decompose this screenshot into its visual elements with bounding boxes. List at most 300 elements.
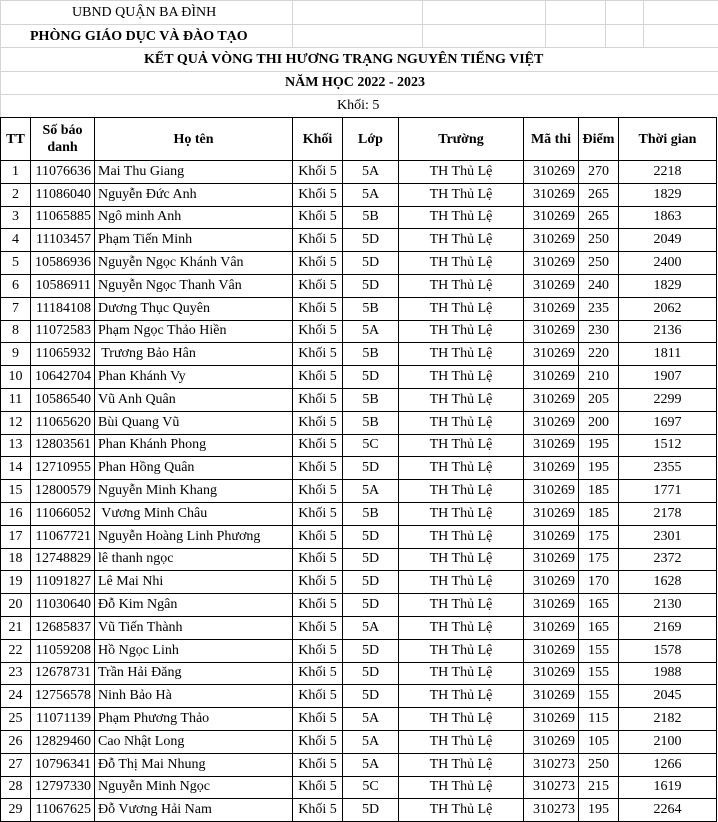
cell-time: 1988 [619, 662, 717, 685]
cell-score: 235 [579, 297, 619, 320]
cell-exam-code: 310269 [524, 274, 579, 297]
cell-school: TH Thủ Lệ [399, 662, 524, 685]
cell-index: 5 [1, 252, 31, 275]
cell-school: TH Thủ Lệ [399, 548, 524, 571]
table-row [1, 388, 717, 411]
cell-index: 14 [1, 457, 31, 480]
grid-line [0, 47, 718, 48]
cell-exam-code: 310269 [524, 502, 579, 525]
cell-school: TH Thủ Lệ [399, 206, 524, 229]
cell-exam-code: 310269 [524, 594, 579, 617]
cell-school: TH Thủ Lệ [399, 594, 524, 617]
cell-index: 22 [1, 639, 31, 662]
cell-time: 1628 [619, 571, 717, 594]
cell-class: 5A [343, 708, 399, 731]
cell-full-name: Nguyễn Minh Khang [95, 480, 293, 503]
cell-class: 5B [343, 206, 399, 229]
cell-index: 24 [1, 685, 31, 708]
table-body [1, 161, 717, 822]
cell-candidate-number: 12678731 [31, 662, 95, 685]
table-row [1, 161, 717, 184]
cell-full-name: Đỗ Vương Hải Nam [95, 799, 293, 822]
table-row [1, 776, 717, 799]
cell-grade: Khối 5 [293, 161, 343, 184]
cell-time: 1619 [619, 776, 717, 799]
cell-score: 270 [579, 161, 619, 184]
grid-line [292, 0, 293, 47]
cell-class: 5A [343, 480, 399, 503]
table-row [1, 434, 717, 457]
cell-exam-code: 310269 [524, 730, 579, 753]
cell-index: 15 [1, 480, 31, 503]
table-row [1, 662, 717, 685]
cell-exam-code: 310269 [524, 571, 579, 594]
cell-time: 1907 [619, 366, 717, 389]
cell-exam-code: 310269 [524, 388, 579, 411]
cell-class: 5A [343, 730, 399, 753]
cell-candidate-number: 11067625 [31, 799, 95, 822]
cell-time: 2130 [619, 594, 717, 617]
cell-index: 6 [1, 274, 31, 297]
cell-exam-code: 310269 [524, 480, 579, 503]
table-row [1, 502, 717, 525]
cell-index: 11 [1, 388, 31, 411]
cell-score: 155 [579, 662, 619, 685]
school-year: NĂM HỌC 2022 - 2023 [285, 75, 425, 90]
cell-full-name: Vũ Tiến Thành [95, 616, 293, 639]
cell-index: 17 [1, 525, 31, 548]
cell-grade: Khối 5 [293, 206, 343, 229]
cell-exam-code: 310269 [524, 183, 579, 206]
grid-line [0, 24, 718, 25]
cell-full-name: Đỗ Kim Ngân [95, 594, 293, 617]
cell-class: 5D [343, 252, 399, 275]
cell-school: TH Thủ Lệ [399, 388, 524, 411]
cell-exam-code: 310269 [524, 639, 579, 662]
page-title: KẾT QUẢ VÒNG THI HƯƠNG TRẠNG NGUYÊN TIẾNG VIỆT [144, 52, 544, 67]
table-header-row [1, 118, 717, 161]
cell-score: 250 [579, 252, 619, 275]
cell-candidate-number: 11091827 [31, 571, 95, 594]
cell-class: 5B [343, 343, 399, 366]
cell-exam-code: 310269 [524, 206, 579, 229]
cell-index: 29 [1, 799, 31, 822]
grid-line [0, 71, 718, 72]
cell-time: 2264 [619, 799, 717, 822]
cell-score: 215 [579, 776, 619, 799]
cell-exam-code: 310269 [524, 685, 579, 708]
table-row [1, 343, 717, 366]
cell-time: 2136 [619, 320, 717, 343]
table-row [1, 799, 717, 822]
authority-name: UBND QUẬN BA ĐÌNH [72, 5, 217, 20]
column-header: Họ tên [95, 118, 293, 161]
cell-index: 28 [1, 776, 31, 799]
cell-full-name: Nguyễn Đức Anh [95, 183, 293, 206]
cell-time: 2049 [619, 229, 717, 252]
cell-class: 5D [343, 639, 399, 662]
column-header: Số báo danh [31, 118, 95, 161]
cell-grade: Khối 5 [293, 594, 343, 617]
cell-candidate-number: 11059208 [31, 639, 95, 662]
cell-grade: Khối 5 [293, 229, 343, 252]
cell-class: 5D [343, 662, 399, 685]
cell-exam-code: 310269 [524, 366, 579, 389]
cell-exam-code: 310273 [524, 776, 579, 799]
cell-school: TH Thủ Lệ [399, 753, 524, 776]
cell-class: 5D [343, 571, 399, 594]
cell-full-name: Mai Thu Giang [95, 161, 293, 184]
cell-score: 185 [579, 502, 619, 525]
cell-exam-code: 310269 [524, 229, 579, 252]
cell-full-name: Trần Hải Đăng [95, 662, 293, 685]
cell-class: 5A [343, 616, 399, 639]
cell-grade: Khối 5 [293, 320, 343, 343]
cell-grade: Khối 5 [293, 616, 343, 639]
cell-class: 5A [343, 183, 399, 206]
cell-class: 5A [343, 753, 399, 776]
cell-school: TH Thủ Lệ [399, 411, 524, 434]
cell-full-name: lê thanh ngọc [95, 548, 293, 571]
cell-school: TH Thủ Lệ [399, 708, 524, 731]
cell-score: 265 [579, 206, 619, 229]
cell-score: 210 [579, 366, 619, 389]
cell-full-name: Phạm Phương Thảo [95, 708, 293, 731]
cell-candidate-number: 10642704 [31, 366, 95, 389]
cell-class: 5D [343, 366, 399, 389]
cell-score: 115 [579, 708, 619, 731]
cell-school: TH Thủ Lệ [399, 320, 524, 343]
cell-score: 175 [579, 525, 619, 548]
cell-grade: Khối 5 [293, 183, 343, 206]
cell-score: 265 [579, 183, 619, 206]
cell-school: TH Thủ Lệ [399, 502, 524, 525]
cell-grade: Khối 5 [293, 502, 343, 525]
cell-class: 5D [343, 548, 399, 571]
cell-school: TH Thủ Lệ [399, 799, 524, 822]
table-row [1, 229, 717, 252]
grid-line [422, 0, 423, 47]
cell-exam-code: 310273 [524, 799, 579, 822]
cell-candidate-number: 10586911 [31, 274, 95, 297]
cell-full-name: Nguyễn Minh Ngọc [95, 776, 293, 799]
cell-full-name: Nguyễn Ngọc Khánh Vân [95, 252, 293, 275]
table-row [1, 320, 717, 343]
table-row [1, 183, 717, 206]
cell-school: TH Thủ Lệ [399, 183, 524, 206]
cell-grade: Khối 5 [293, 685, 343, 708]
cell-class: 5C [343, 776, 399, 799]
cell-class: 5A [343, 161, 399, 184]
cell-score: 155 [579, 685, 619, 708]
cell-time: 2178 [619, 502, 717, 525]
column-header: TT [1, 118, 31, 161]
cell-index: 10 [1, 366, 31, 389]
table-row [1, 753, 717, 776]
cell-candidate-number: 10796341 [31, 753, 95, 776]
grid-line [545, 0, 546, 47]
cell-school: TH Thủ Lệ [399, 274, 524, 297]
cell-score: 205 [579, 388, 619, 411]
cell-candidate-number: 12829460 [31, 730, 95, 753]
table-row [1, 639, 717, 662]
cell-grade: Khối 5 [293, 274, 343, 297]
cell-index: 12 [1, 411, 31, 434]
cell-candidate-number: 11103457 [31, 229, 95, 252]
cell-full-name: Bùi Quang Vũ [95, 411, 293, 434]
cell-grade: Khối 5 [293, 730, 343, 753]
cell-grade: Khối 5 [293, 411, 343, 434]
cell-grade: Khối 5 [293, 525, 343, 548]
cell-full-name: Vũ Anh Quân [95, 388, 293, 411]
cell-candidate-number: 11067721 [31, 525, 95, 548]
cell-full-name: Dương Thục Quyên [95, 297, 293, 320]
cell-score: 250 [579, 229, 619, 252]
cell-time: 2372 [619, 548, 717, 571]
cell-time: 2182 [619, 708, 717, 731]
cell-school: TH Thủ Lệ [399, 252, 524, 275]
cell-candidate-number: 11065885 [31, 206, 95, 229]
cell-time: 1578 [619, 639, 717, 662]
cell-score: 200 [579, 411, 619, 434]
cell-time: 2100 [619, 730, 717, 753]
cell-index: 3 [1, 206, 31, 229]
cell-time: 1266 [619, 753, 717, 776]
cell-candidate-number: 10586936 [31, 252, 95, 275]
cell-grade: Khối 5 [293, 252, 343, 275]
cell-index: 26 [1, 730, 31, 753]
cell-time: 2062 [619, 297, 717, 320]
cell-score: 250 [579, 753, 619, 776]
grid-line [643, 0, 644, 47]
table-row [1, 252, 717, 275]
cell-grade: Khối 5 [293, 753, 343, 776]
column-header: Mã thi [524, 118, 579, 161]
cell-candidate-number: 11030640 [31, 594, 95, 617]
cell-full-name: Phạm Ngọc Thảo Hiền [95, 320, 293, 343]
cell-index: 1 [1, 161, 31, 184]
cell-time: 2299 [619, 388, 717, 411]
cell-exam-code: 310269 [524, 411, 579, 434]
cell-candidate-number: 11086040 [31, 183, 95, 206]
cell-score: 175 [579, 548, 619, 571]
cell-class: 5B [343, 388, 399, 411]
table-row [1, 730, 717, 753]
cell-time: 1829 [619, 183, 717, 206]
cell-grade: Khối 5 [293, 388, 343, 411]
table-row [1, 571, 717, 594]
cell-full-name: Ninh Bảo Hà [95, 685, 293, 708]
cell-school: TH Thủ Lệ [399, 457, 524, 480]
cell-school: TH Thủ Lệ [399, 685, 524, 708]
cell-class: 5D [343, 457, 399, 480]
grid-line [0, 0, 1, 117]
cell-full-name: Phan Hồng Quân [95, 457, 293, 480]
grade-label: Khối: 5 [337, 98, 380, 113]
cell-score: 105 [579, 730, 619, 753]
cell-grade: Khối 5 [293, 480, 343, 503]
table-row [1, 206, 717, 229]
cell-time: 1829 [619, 274, 717, 297]
cell-grade: Khối 5 [293, 434, 343, 457]
results-table [0, 117, 717, 822]
cell-score: 240 [579, 274, 619, 297]
cell-exam-code: 310269 [524, 525, 579, 548]
grid-line [605, 0, 606, 47]
table-row [1, 548, 717, 571]
cell-index: 13 [1, 434, 31, 457]
cell-class: 5B [343, 411, 399, 434]
cell-full-name: Vương Minh Châu [95, 502, 293, 525]
cell-grade: Khối 5 [293, 343, 343, 366]
cell-class: 5D [343, 229, 399, 252]
cell-school: TH Thủ Lệ [399, 525, 524, 548]
cell-candidate-number: 12797330 [31, 776, 95, 799]
cell-exam-code: 310269 [524, 616, 579, 639]
cell-exam-code: 310269 [524, 548, 579, 571]
grid-line [0, 94, 718, 95]
cell-grade: Khối 5 [293, 366, 343, 389]
cell-candidate-number: 12710955 [31, 457, 95, 480]
cell-exam-code: 310269 [524, 320, 579, 343]
cell-class: 5D [343, 594, 399, 617]
table-row [1, 457, 717, 480]
column-header: Điểm [579, 118, 619, 161]
cell-school: TH Thủ Lệ [399, 730, 524, 753]
cell-exam-code: 310269 [524, 662, 579, 685]
cell-index: 8 [1, 320, 31, 343]
column-header: Lớp [343, 118, 399, 161]
cell-time: 2355 [619, 457, 717, 480]
cell-school: TH Thủ Lệ [399, 297, 524, 320]
cell-class: 5D [343, 525, 399, 548]
cell-time: 1512 [619, 434, 717, 457]
cell-candidate-number: 11065620 [31, 411, 95, 434]
cell-candidate-number: 11071139 [31, 708, 95, 731]
cell-class: 5C [343, 434, 399, 457]
cell-candidate-number: 11072583 [31, 320, 95, 343]
cell-full-name: Cao Nhật Long [95, 730, 293, 753]
cell-index: 25 [1, 708, 31, 731]
cell-candidate-number: 12803561 [31, 434, 95, 457]
cell-score: 165 [579, 616, 619, 639]
cell-index: 27 [1, 753, 31, 776]
cell-class: 5D [343, 685, 399, 708]
cell-school: TH Thủ Lệ [399, 161, 524, 184]
cell-candidate-number: 11184108 [31, 297, 95, 320]
cell-class: 5B [343, 297, 399, 320]
cell-grade: Khối 5 [293, 297, 343, 320]
table-row [1, 685, 717, 708]
cell-grade: Khối 5 [293, 548, 343, 571]
table-row [1, 366, 717, 389]
cell-grade: Khối 5 [293, 776, 343, 799]
cell-score: 195 [579, 434, 619, 457]
column-header: Trường [399, 118, 524, 161]
cell-grade: Khối 5 [293, 457, 343, 480]
cell-index: 16 [1, 502, 31, 525]
cell-full-name: Đỗ Thị Mai Nhung [95, 753, 293, 776]
cell-time: 1863 [619, 206, 717, 229]
cell-time: 1697 [619, 411, 717, 434]
cell-class: 5D [343, 274, 399, 297]
cell-school: TH Thủ Lệ [399, 776, 524, 799]
cell-grade: Khối 5 [293, 639, 343, 662]
cell-exam-code: 310269 [524, 297, 579, 320]
cell-index: 23 [1, 662, 31, 685]
cell-grade: Khối 5 [293, 708, 343, 731]
cell-full-name: Phan Khánh Vy [95, 366, 293, 389]
cell-index: 19 [1, 571, 31, 594]
cell-full-name: Phan Khánh Phong [95, 434, 293, 457]
cell-school: TH Thủ Lệ [399, 343, 524, 366]
cell-score: 230 [579, 320, 619, 343]
table-row [1, 274, 717, 297]
cell-exam-code: 310269 [524, 434, 579, 457]
cell-index: 20 [1, 594, 31, 617]
cell-time: 2301 [619, 525, 717, 548]
cell-school: TH Thủ Lệ [399, 616, 524, 639]
cell-full-name: Nguyễn Hoàng Linh Phương [95, 525, 293, 548]
cell-candidate-number: 12685837 [31, 616, 95, 639]
table-row [1, 411, 717, 434]
cell-exam-code: 310273 [524, 753, 579, 776]
cell-school: TH Thủ Lệ [399, 434, 524, 457]
table-row [1, 480, 717, 503]
cell-exam-code: 310269 [524, 343, 579, 366]
cell-class: 5D [343, 799, 399, 822]
cell-full-name: Ngô minh Anh [95, 206, 293, 229]
column-header: Thời gian [619, 118, 717, 161]
cell-index: 2 [1, 183, 31, 206]
cell-candidate-number: 11076636 [31, 161, 95, 184]
cell-candidate-number: 10586540 [31, 388, 95, 411]
cell-score: 185 [579, 480, 619, 503]
department-name: PHÒNG GIÁO DỤC VÀ ĐÀO TẠO [30, 29, 248, 44]
cell-index: 7 [1, 297, 31, 320]
cell-grade: Khối 5 [293, 662, 343, 685]
cell-school: TH Thủ Lệ [399, 229, 524, 252]
cell-score: 170 [579, 571, 619, 594]
cell-index: 9 [1, 343, 31, 366]
cell-full-name: Nguyễn Ngọc Thanh Vân [95, 274, 293, 297]
cell-score: 195 [579, 799, 619, 822]
column-header: Khối [293, 118, 343, 161]
cell-class: 5A [343, 320, 399, 343]
cell-time: 2400 [619, 252, 717, 275]
cell-index: 4 [1, 229, 31, 252]
cell-exam-code: 310269 [524, 708, 579, 731]
cell-time: 2218 [619, 161, 717, 184]
cell-time: 2045 [619, 685, 717, 708]
cell-time: 1811 [619, 343, 717, 366]
cell-grade: Khối 5 [293, 571, 343, 594]
table-row [1, 297, 717, 320]
table-row [1, 594, 717, 617]
cell-score: 165 [579, 594, 619, 617]
table-row [1, 708, 717, 731]
cell-grade: Khối 5 [293, 799, 343, 822]
cell-school: TH Thủ Lệ [399, 366, 524, 389]
cell-score: 195 [579, 457, 619, 480]
cell-candidate-number: 12756578 [31, 685, 95, 708]
cell-exam-code: 310269 [524, 252, 579, 275]
cell-full-name: Phạm Tiến Minh [95, 229, 293, 252]
cell-index: 18 [1, 548, 31, 571]
cell-time: 2169 [619, 616, 717, 639]
cell-exam-code: 310269 [524, 457, 579, 480]
cell-school: TH Thủ Lệ [399, 480, 524, 503]
